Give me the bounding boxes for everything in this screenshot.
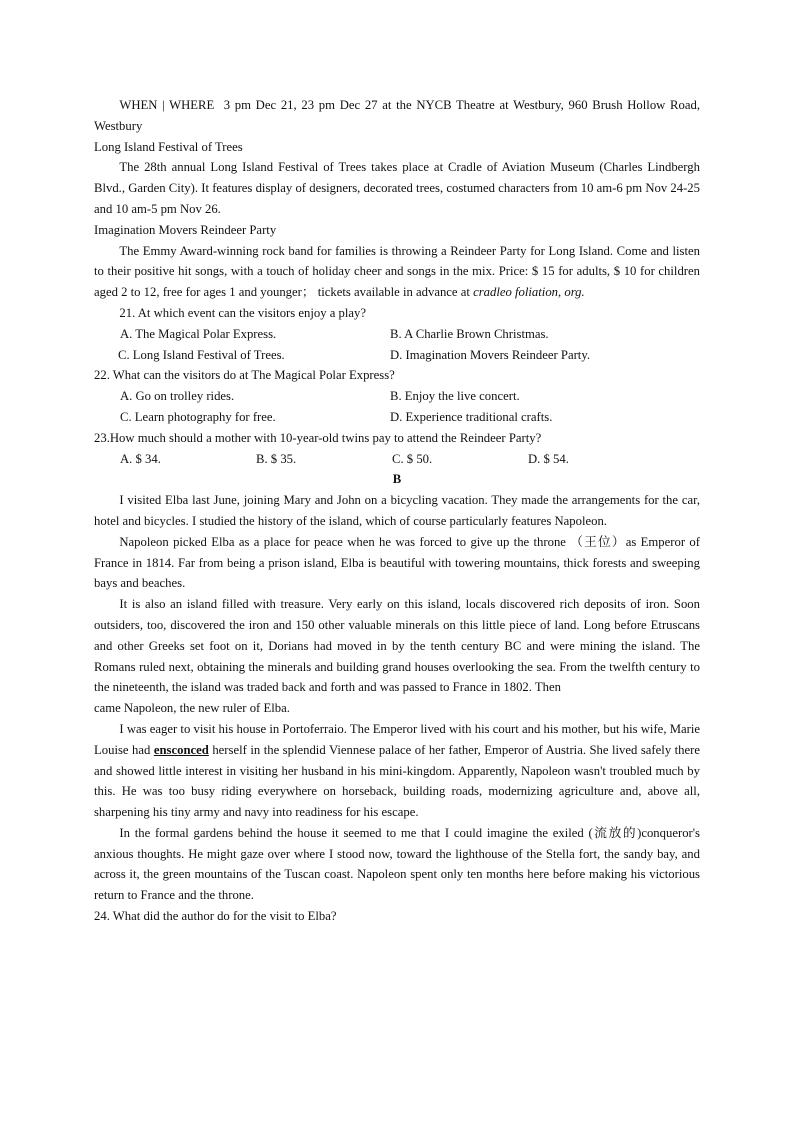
when-where-text: 3 pm Dec 21, 23 pm Dec 27 at the NYCB Theatre at Westbury, 960 Brush Hollow Road, Westbury xyxy=(94,98,700,133)
passage-b-p3: It is also an island filled with treasure. Very early on this island, locals discovered rich deposits of iron. Soon outsiders, too, discovered the iron and 150 other valuable minerals on this little piece of land. Long before Etruscans and other Greeks set foot on it, Dorians had moved in by the tenth century BC and were mining the island. The Romans ruled next, obtaining the minerals and building grand houses overlooking the sea. From the twelfth century to the nineteenth, the island was traded back and forth and was passed to France in 1802. Then xyxy=(94,597,700,695)
exam-page xyxy=(94,95,700,927)
question-23-options xyxy=(94,449,700,470)
q21-option-c: C. Long Island Festival of Trees. xyxy=(118,347,285,362)
passage-b-p3-cont: came Napoleon, the new ruler of Elba. xyxy=(94,701,290,716)
question-22-stem: 22. What can the visitors do at The Magical Polar Express? xyxy=(94,368,395,383)
q23-option-b: B. $ 35. xyxy=(256,451,297,466)
p4-before: I was eager to visit his house in Portoferraio. The Emperor lived with his court and his mother, but his wife, Marie Louise had xyxy=(94,721,700,757)
vocab-word-ensconced: ensconced xyxy=(153,742,209,757)
q21-option-d: D. Imagination Movers Reindeer Party. xyxy=(390,347,591,362)
when-where-line xyxy=(94,95,700,137)
q22-option-d: D. Experience traditional crafts. xyxy=(390,409,553,424)
question-22-options-row2 xyxy=(94,407,700,428)
q23-option-a: A. $ 34. xyxy=(120,451,161,466)
p4-after: herself in the splendid Viennese palace of her father, Emperor of Austria. She lived safely there and showed little interest in visiting her husband in his mini-kingdom. Apparently, Napoleon wasn't troubled much by this. He was too busy riding everywhere on horseback, building roads, modernizing agriculture and, above all, sharpening his tiny army and navy into readiness for his escape. xyxy=(94,742,701,820)
reindeer-link: cradleo foliation, org. xyxy=(473,285,585,300)
question-24-stem: 24. What did the author do for the visit to Elba? xyxy=(94,909,337,924)
question-21-options-row1 xyxy=(94,324,700,345)
question-21-stem: 21. At which event can the visitors enjoy a play? xyxy=(119,305,367,320)
q23-option-d: D. $ 54. xyxy=(528,451,569,466)
passage-b-p2: Napoleon picked Elba as a place for peace when he was forced to give up the throne （王位）as Emperor of France in 1814. Far from being a prison island, Elba is beautiful with towering mountains, thick forests and sweeping bays and beaches. xyxy=(94,534,700,591)
passage-b-p1: I visited Elba last June, joining Mary and John on a bicycling vacation. They made the arrangements for the car, hotel and bicycles. I studied the history of the island, which of course particularly features Napoleon. xyxy=(94,493,700,528)
q22-option-b: B. Enjoy the live concert. xyxy=(390,389,520,404)
festival-text: The 28th annual Long Island Festival of Trees takes place at Cradle of Aviation Museum (Charles Lindbergh Blvd., Garden City). It features display of designers, decorated trees, costumed characters from 10 am-6 pm Nov 24-25 and 10 am-5 pm Nov 26. xyxy=(94,160,700,216)
q23-option-c: C. $ 50. xyxy=(392,451,433,466)
question-23-stem: 23.How much should a mother with 10-year-old twins pay to attend the Reindeer Party? xyxy=(94,430,542,445)
question-21-options-row2 xyxy=(94,345,700,366)
q22-option-c: C. Learn photography for free. xyxy=(120,409,276,424)
passage-b-p5: In the formal gardens behind the house it seemed to me that I could imagine the exiled (流放的)conqueror's anxious thoughts. He might gaze over where I stood now, toward the lighthouse of the Stella fort, the sandy bay, and across it, the green mountains of the Tuscan coast. Napoleon spent only ten months here before making his victorious return to France and the throne. xyxy=(94,825,700,903)
reindeer-title: Imagination Movers Reindeer Party xyxy=(94,222,277,237)
question-22-options-row1 xyxy=(94,386,700,407)
reindeer-text xyxy=(94,241,700,303)
q22-option-a: A. Go on trolley rides. xyxy=(120,389,235,404)
festival-title: Long Island Festival of Trees xyxy=(94,139,243,154)
reindeer-body: The Emmy Award-winning rock band for families is throwing a Reindeer Party for Long Island. Come and listen to their positive hit songs, with a touch of holiday cheer and songs in the mix. Price: $ 15 for adults, $ 10 for children aged 2 to 12, free for ages 1 and younger； tickets available in advance at xyxy=(94,243,700,300)
q21-option-a: A. The Magical Polar Express. xyxy=(120,326,277,341)
passage-b-p4 xyxy=(94,719,700,823)
q21-option-b: B. A Charlie Brown Christmas. xyxy=(390,326,549,341)
section-b-heading: B xyxy=(392,472,402,487)
when-where-label: WHEN | WHERE xyxy=(119,98,215,112)
